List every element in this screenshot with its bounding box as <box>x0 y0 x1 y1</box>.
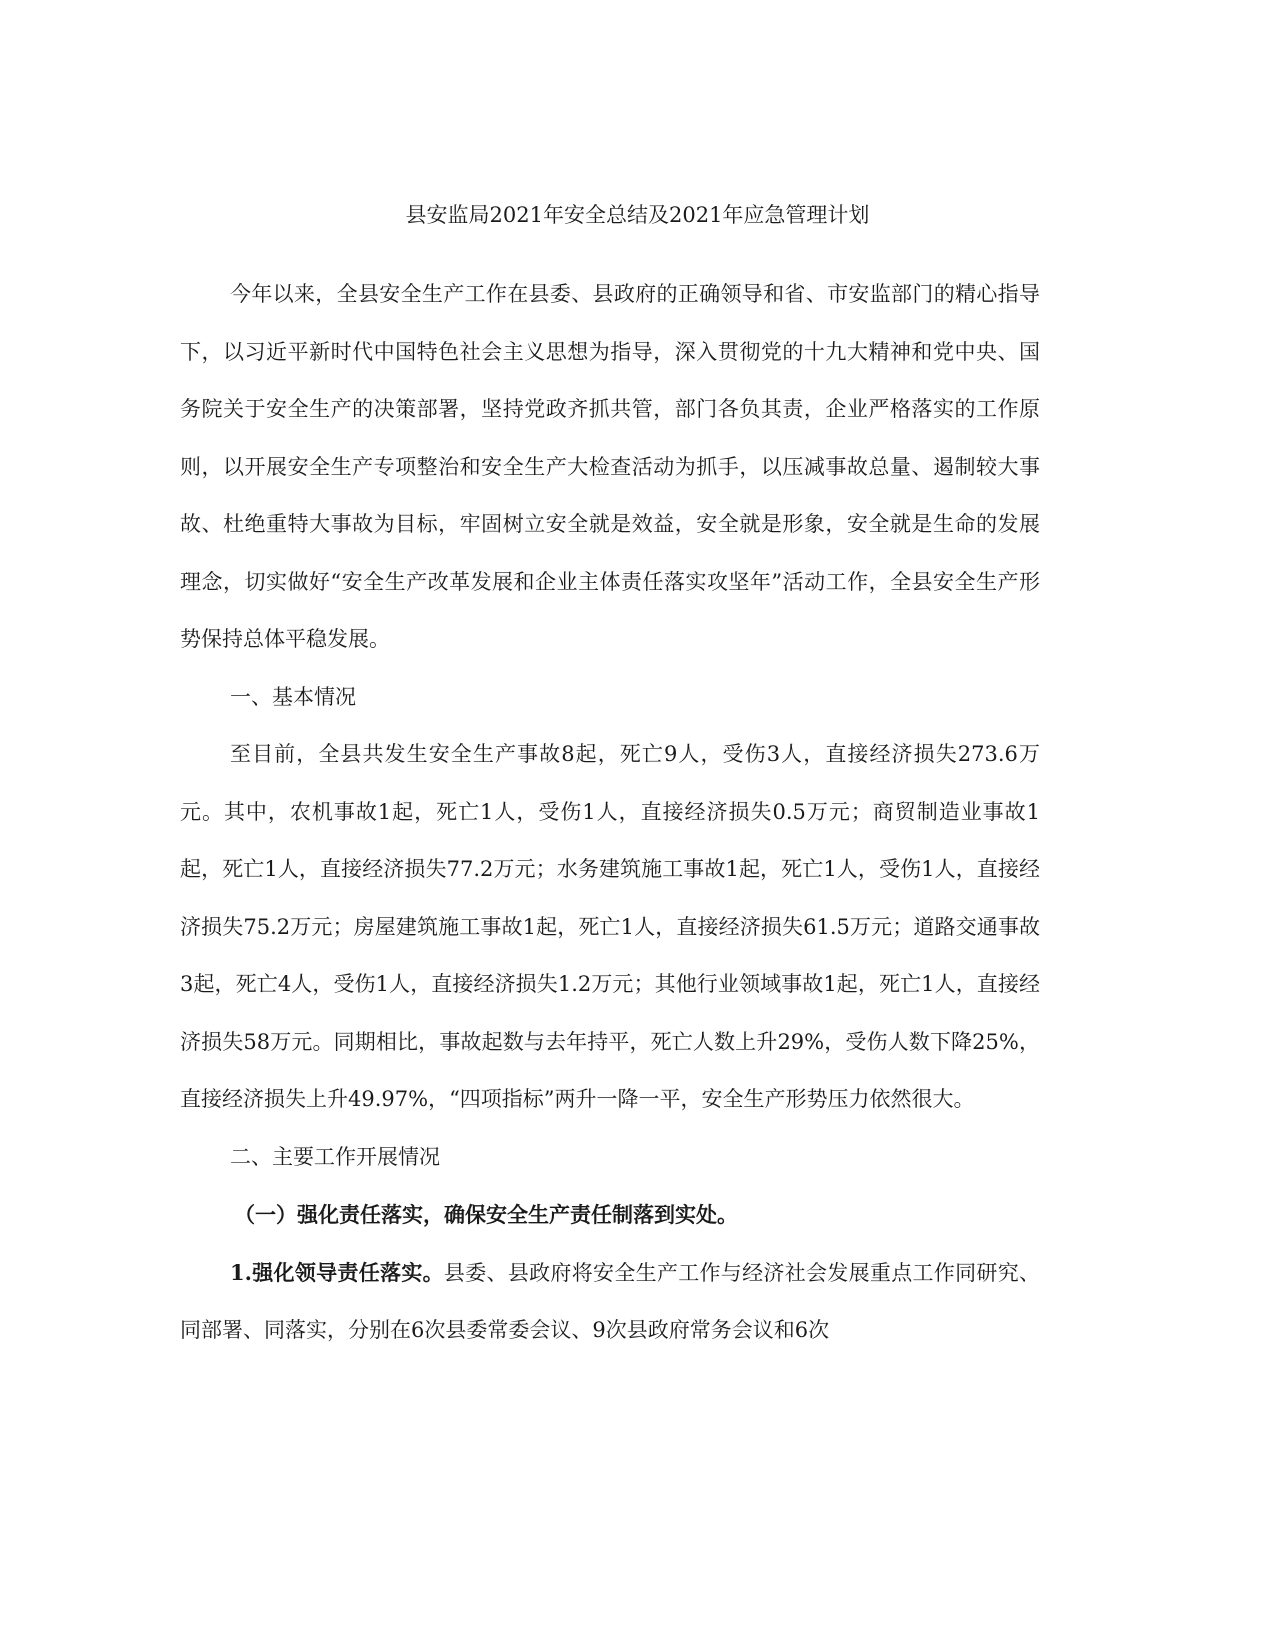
intro-paragraph: 今年以来，全县安全生产工作在县委、县政府的正确领导和省、市安监部门的精心指导下，以习近平新时代中国特色社会主义思想为指导，深入贯彻党的十九大精神和党中央、国务院关于安全生产的决策部署，坚持党政齐抓共管，部门各负其责，企业严格落实的工作原则，以开展安全生产专项整治和安全生产大检查活动为抓手，以压减事故总量、遏制较大事故、杜绝重特大事故为目标，牢固树立安全就是效益，安全就是形象，安全就是生命的发展理念，切实做好“安全生产改革发展和企业主体责任落实攻坚年”活动工作，全县安全生产形势保持总体平稳发展。 <box>180 282 1040 651</box>
item-1-lead: 1.强化领导责任落实。 <box>230 1259 444 1285</box>
document-body <box>180 266 1040 1360</box>
section-1-heading: 一、基本情况 <box>230 684 356 709</box>
section-1-paragraph: 至目前，全县共发生安全生产事故8起，死亡9人，受伤3人，直接经济损失273.6万元。其中，农机事故1起，死亡1人，受伤1人，直接经济损失0.5万元；商贸制造业事故1起，死亡1人，直接经济损失77.2万元；水务建筑施工事故1起，死亡1人，受伤1人，直接经济损失75.2万元；房屋建筑施工事故1起，死亡1人，直接经济损失61.5万元；道路交通事故3起，死亡4人，受伤1人，直接经济损失1.2万元；其他行业领域事故1起，死亡1人，直接经济损失58万元。同期相比，事故起数与去年持平，死亡人数上升29%，受伤人数下降25%，直接经济损失上升49.97%，“四项指标”两升一降一平，安全生产形势压力依然很大。 <box>180 742 1040 1111</box>
item-1-text: 县委、县政府将安全生产工作与经济社会发展重点工作同研究、同部署、同落实，分别在6次县委常委会议、9次县政府常务会议和6次 <box>180 1260 1040 1342</box>
section-2-heading: 二、主要工作开展情况 <box>230 1144 440 1169</box>
item-1-paragraph <box>180 1244 1040 1360</box>
section-2-subheading: （一）强化责任落实，确保安全生产责任制落到实处。 <box>234 1202 738 1227</box>
document-title: 县安监局2021年安全总结及2021年应急管理计划 <box>405 203 870 227</box>
